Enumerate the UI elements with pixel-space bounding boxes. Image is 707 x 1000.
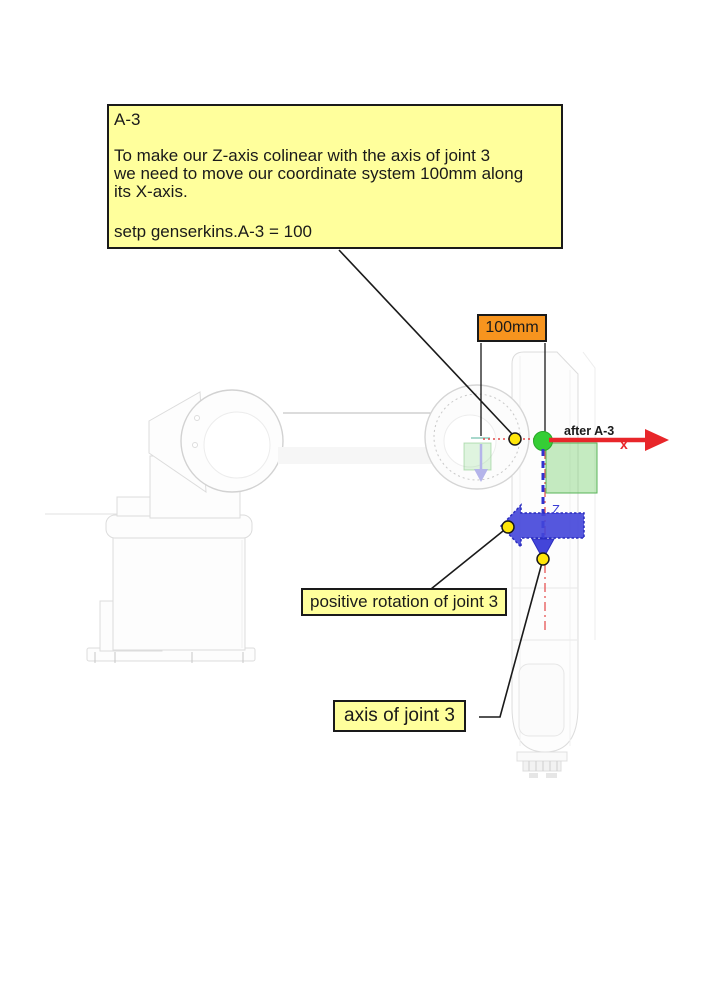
callout-body-line: we need to move our coordinate system 100mm along [114,164,524,183]
old-origin-marker [509,433,521,445]
dimension-label-100mm: 100mm [477,314,547,342]
new-frame-square [546,443,597,493]
callout-heading: A-3 [114,110,141,129]
callout-leader-line [339,250,513,435]
x-axis-arrowhead-icon [645,429,669,451]
callout-command: setp genserkins.A-3 = 100 [114,222,312,241]
old-frame-square [464,443,491,470]
axis-marker [537,553,549,565]
callout-body-line: its X-axis. [114,182,188,201]
after-a3-label: after A-3 [564,424,615,438]
rotation-marker [502,521,514,533]
z-axis-label: Z [552,502,560,517]
a3-callout-box [107,104,563,249]
positive-rotation-note: positive rotation of joint 3 [301,588,507,616]
axis-of-joint3-note: axis of joint 3 [333,700,466,732]
robot-arm [45,352,595,778]
callout-body-line: To make our Z-axis colinear with the axis of joint 3 [114,146,491,165]
x-axis-label: x [620,436,628,452]
